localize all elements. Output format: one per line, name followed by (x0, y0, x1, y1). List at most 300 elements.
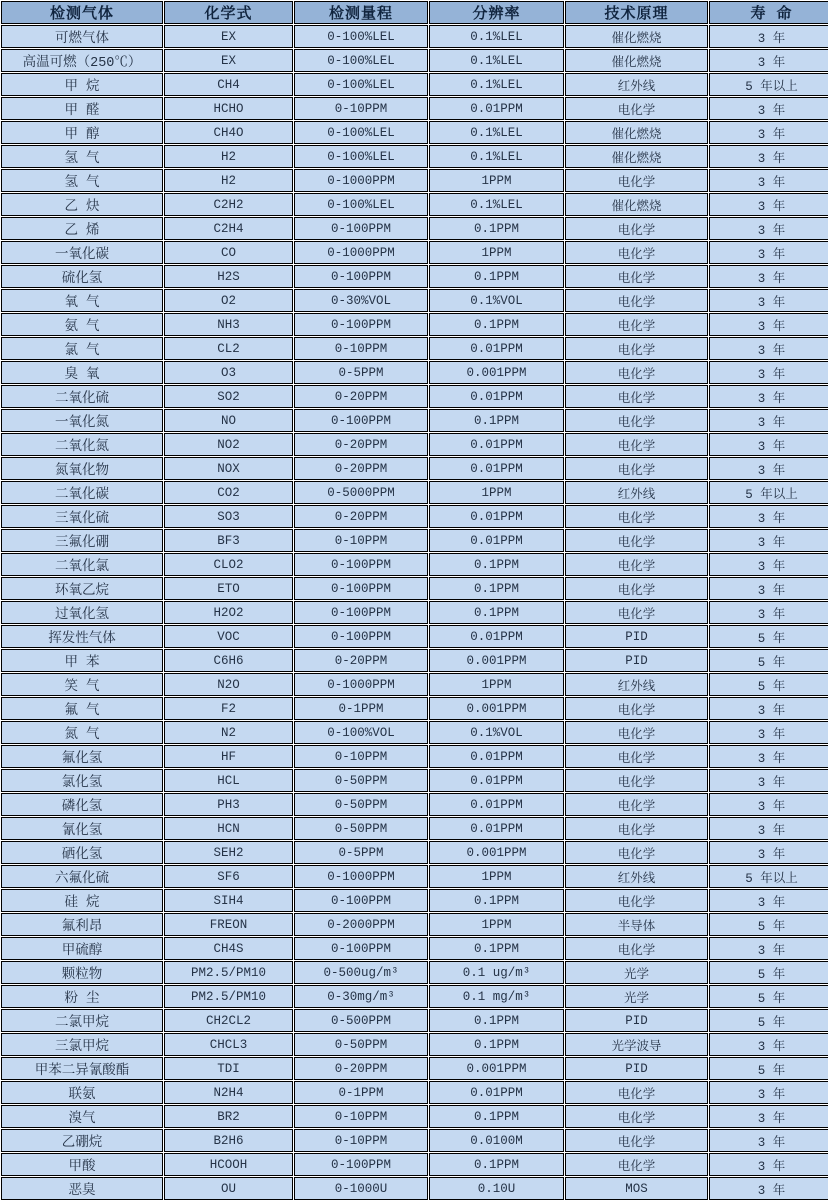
resolution-cell: 0.1%LEL (429, 121, 564, 144)
principle-cell: 光学波导 (565, 1033, 708, 1056)
range-cell: 0-100%LEL (294, 25, 428, 48)
table-row (1, 721, 828, 744)
gas-name-cell: 磷化氢 (1, 793, 163, 816)
range-cell: 0-2000PPM (294, 913, 428, 936)
table-row (1, 505, 828, 528)
gas-name-cell: 一氧化碳 (1, 241, 163, 264)
gas-name-cell: 氢 气 (1, 169, 163, 192)
table-row (1, 337, 828, 360)
formula-cell: HCHO (164, 97, 293, 120)
table-row (1, 649, 828, 672)
formula-cell: CH2CL2 (164, 1009, 293, 1032)
lifespan-cell: 3 年 (709, 889, 828, 912)
principle-cell: 催化燃烧 (565, 49, 708, 72)
gas-name-cell: 环氧乙烷 (1, 577, 163, 600)
resolution-cell: 0.1%VOL (429, 289, 564, 312)
principle-cell: 电化学 (565, 889, 708, 912)
table-row (1, 865, 828, 888)
range-cell: 0-1PPM (294, 1081, 428, 1104)
gas-name-cell: 三氧化硫 (1, 505, 163, 528)
table-row (1, 937, 828, 960)
resolution-cell: 0.01PPM (429, 1081, 564, 1104)
range-cell: 0-30mg/m³ (294, 985, 428, 1008)
formula-cell: H2S (164, 265, 293, 288)
principle-cell: 电化学 (565, 817, 708, 840)
formula-cell: N2O (164, 673, 293, 696)
gas-name-cell: 甲 苯 (1, 649, 163, 672)
table-row (1, 1081, 828, 1104)
principle-cell: 红外线 (565, 73, 708, 96)
range-cell: 0-20PPM (294, 457, 428, 480)
resolution-cell: 0.01PPM (429, 793, 564, 816)
principle-cell: PID (565, 1057, 708, 1080)
lifespan-cell: 3 年 (709, 433, 828, 456)
formula-cell: NH3 (164, 313, 293, 336)
principle-cell: 电化学 (565, 265, 708, 288)
lifespan-cell: 3 年 (709, 769, 828, 792)
lifespan-cell: 3 年 (709, 505, 828, 528)
table-row (1, 25, 828, 48)
formula-cell: NO2 (164, 433, 293, 456)
gas-name-cell: 颗粒物 (1, 961, 163, 984)
table-row (1, 1153, 828, 1176)
principle-cell: 电化学 (565, 409, 708, 432)
principle-cell: 电化学 (565, 289, 708, 312)
formula-cell: SEH2 (164, 841, 293, 864)
formula-cell: CLO2 (164, 553, 293, 576)
range-cell: 0-20PPM (294, 385, 428, 408)
principle-cell: 电化学 (565, 1129, 708, 1152)
table-row (1, 217, 828, 240)
principle-cell: 催化燃烧 (565, 121, 708, 144)
formula-cell: B2H6 (164, 1129, 293, 1152)
formula-cell: H2 (164, 169, 293, 192)
table-row (1, 961, 828, 984)
range-cell: 0-100PPM (294, 553, 428, 576)
gas-name-cell: 甲苯二异氰酸酯 (1, 1057, 163, 1080)
lifespan-cell: 5 年 (709, 625, 828, 648)
table-row (1, 841, 828, 864)
resolution-cell: 0.1PPM (429, 313, 564, 336)
table-row (1, 601, 828, 624)
table-row (1, 793, 828, 816)
lifespan-cell: 3 年 (709, 577, 828, 600)
gas-name-cell: 氯化氢 (1, 769, 163, 792)
formula-cell: HF (164, 745, 293, 768)
gas-name-cell: 溴气 (1, 1105, 163, 1128)
formula-cell: BF3 (164, 529, 293, 552)
formula-cell: PH3 (164, 793, 293, 816)
range-cell: 0-100%LEL (294, 121, 428, 144)
lifespan-cell: 3 年 (709, 793, 828, 816)
range-cell: 0-100PPM (294, 625, 428, 648)
principle-cell: 催化燃烧 (565, 25, 708, 48)
resolution-cell: 0.01PPM (429, 97, 564, 120)
range-cell: 0-500PPM (294, 1009, 428, 1032)
range-cell: 0-20PPM (294, 1057, 428, 1080)
lifespan-cell: 5 年 (709, 913, 828, 936)
range-cell: 0-20PPM (294, 649, 428, 672)
gas-name-cell: 氢 气 (1, 145, 163, 168)
lifespan-cell: 3 年 (709, 169, 828, 192)
gas-name-cell: 二氧化氮 (1, 433, 163, 456)
table-row (1, 385, 828, 408)
resolution-cell: 1PPM (429, 481, 564, 504)
principle-cell: 电化学 (565, 361, 708, 384)
principle-cell: 电化学 (565, 241, 708, 264)
table-row (1, 169, 828, 192)
range-cell: 0-50PPM (294, 817, 428, 840)
resolution-cell: 1PPM (429, 673, 564, 696)
table-row (1, 625, 828, 648)
range-cell: 0-10PPM (294, 97, 428, 120)
table-row (1, 817, 828, 840)
formula-cell: BR2 (164, 1105, 293, 1128)
lifespan-cell: 5 年 (709, 649, 828, 672)
resolution-cell: 0.01PPM (429, 433, 564, 456)
lifespan-cell: 3 年 (709, 457, 828, 480)
range-cell: 0-10PPM (294, 337, 428, 360)
gas-name-cell: 六氟化硫 (1, 865, 163, 888)
lifespan-cell: 3 年 (709, 1177, 828, 1200)
lifespan-cell: 3 年 (709, 289, 828, 312)
range-cell: 0-5PPM (294, 361, 428, 384)
lifespan-cell: 5 年以上 (709, 865, 828, 888)
formula-cell: HCL (164, 769, 293, 792)
resolution-cell: 0.1PPM (429, 1153, 564, 1176)
column-header-formula: 化学式 (164, 1, 293, 24)
principle-cell: PID (565, 625, 708, 648)
formula-cell: HCN (164, 817, 293, 840)
formula-cell: H2O2 (164, 601, 293, 624)
formula-cell: O3 (164, 361, 293, 384)
formula-cell: SO2 (164, 385, 293, 408)
range-cell: 0-100PPM (294, 937, 428, 960)
gas-name-cell: 二氯甲烷 (1, 1009, 163, 1032)
lifespan-cell: 3 年 (709, 601, 828, 624)
range-cell: 0-100%LEL (294, 145, 428, 168)
column-header-lifespan: 寿 命 (709, 1, 828, 24)
resolution-cell: 0.1PPM (429, 553, 564, 576)
formula-cell: CL2 (164, 337, 293, 360)
range-cell: 0-100PPM (294, 577, 428, 600)
range-cell: 0-5PPM (294, 841, 428, 864)
table-row (1, 409, 828, 432)
gas-name-cell: 硫化氢 (1, 265, 163, 288)
gas-name-cell: 氟 气 (1, 697, 163, 720)
gas-name-cell: 挥发性气体 (1, 625, 163, 648)
gas-name-cell: 笑 气 (1, 673, 163, 696)
formula-cell: ETO (164, 577, 293, 600)
range-cell: 0-100PPM (294, 313, 428, 336)
gas-name-cell: 甲酸 (1, 1153, 163, 1176)
formula-cell: VOC (164, 625, 293, 648)
column-header-range: 检测量程 (294, 1, 428, 24)
principle-cell: 催化燃烧 (565, 145, 708, 168)
principle-cell: 红外线 (565, 865, 708, 888)
principle-cell: 催化燃烧 (565, 193, 708, 216)
resolution-cell: 0.1PPM (429, 409, 564, 432)
range-cell: 0-10PPM (294, 745, 428, 768)
table-row (1, 193, 828, 216)
principle-cell: MOS (565, 1177, 708, 1200)
table-row (1, 241, 828, 264)
principle-cell: 电化学 (565, 793, 708, 816)
gas-name-cell: 三氟化硼 (1, 529, 163, 552)
lifespan-cell: 3 年 (709, 745, 828, 768)
table-row (1, 145, 828, 168)
gas-name-cell: 可燃气体 (1, 25, 163, 48)
lifespan-cell: 3 年 (709, 145, 828, 168)
formula-cell: C2H4 (164, 217, 293, 240)
lifespan-cell: 3 年 (709, 1153, 828, 1176)
formula-cell: NO (164, 409, 293, 432)
principle-cell: 电化学 (565, 433, 708, 456)
resolution-cell: 0.1%LEL (429, 49, 564, 72)
range-cell: 0-5000PPM (294, 481, 428, 504)
resolution-cell: 0.01PPM (429, 337, 564, 360)
table-row (1, 985, 828, 1008)
lifespan-cell: 5 年 (709, 1009, 828, 1032)
resolution-cell: 1PPM (429, 241, 564, 264)
gas-name-cell: 氟化氢 (1, 745, 163, 768)
principle-cell: 电化学 (565, 721, 708, 744)
range-cell: 0-1PPM (294, 697, 428, 720)
principle-cell: 光学 (565, 985, 708, 1008)
lifespan-cell: 3 年 (709, 217, 828, 240)
resolution-cell: 0.001PPM (429, 1057, 564, 1080)
formula-cell: N2 (164, 721, 293, 744)
principle-cell: 电化学 (565, 1153, 708, 1176)
range-cell: 0-100%LEL (294, 73, 428, 96)
formula-cell: C2H2 (164, 193, 293, 216)
table-row (1, 1033, 828, 1056)
gas-name-cell: 乙 炔 (1, 193, 163, 216)
lifespan-cell: 3 年 (709, 49, 828, 72)
principle-cell: PID (565, 649, 708, 672)
lifespan-cell: 3 年 (709, 841, 828, 864)
lifespan-cell: 3 年 (709, 1105, 828, 1128)
formula-cell: PM2.5/PM10 (164, 985, 293, 1008)
lifespan-cell: 3 年 (709, 265, 828, 288)
lifespan-cell: 3 年 (709, 361, 828, 384)
range-cell: 0-1000PPM (294, 673, 428, 696)
resolution-cell: 0.001PPM (429, 361, 564, 384)
range-cell: 0-100%LEL (294, 49, 428, 72)
range-cell: 0-10PPM (294, 1129, 428, 1152)
principle-cell: 电化学 (565, 745, 708, 768)
lifespan-cell: 3 年 (709, 937, 828, 960)
lifespan-cell: 3 年 (709, 385, 828, 408)
gas-name-cell: 三氯甲烷 (1, 1033, 163, 1056)
gas-name-cell: 氯 气 (1, 337, 163, 360)
column-header-principle: 技术原理 (565, 1, 708, 24)
gas-name-cell: 粉 尘 (1, 985, 163, 1008)
lifespan-cell: 3 年 (709, 553, 828, 576)
formula-cell: SIH4 (164, 889, 293, 912)
lifespan-cell: 5 年 (709, 673, 828, 696)
table-row (1, 697, 828, 720)
gas-name-cell: 氨 气 (1, 313, 163, 336)
principle-cell: 红外线 (565, 481, 708, 504)
resolution-cell: 0.01PPM (429, 769, 564, 792)
lifespan-cell: 3 年 (709, 529, 828, 552)
principle-cell: 电化学 (565, 385, 708, 408)
lifespan-cell: 3 年 (709, 1033, 828, 1056)
formula-cell: CH4S (164, 937, 293, 960)
range-cell: 0-100PPM (294, 889, 428, 912)
gas-name-cell: 二氧化碳 (1, 481, 163, 504)
gas-name-cell: 氧 气 (1, 289, 163, 312)
table-row (1, 121, 828, 144)
formula-cell: CO (164, 241, 293, 264)
formula-cell: PM2.5/PM10 (164, 961, 293, 984)
table-row (1, 265, 828, 288)
resolution-cell: 0.001PPM (429, 649, 564, 672)
resolution-cell: 0.01PPM (429, 529, 564, 552)
lifespan-cell: 3 年 (709, 1081, 828, 1104)
resolution-cell: 0.01PPM (429, 745, 564, 768)
resolution-cell: 0.01PPM (429, 385, 564, 408)
resolution-cell: 1PPM (429, 169, 564, 192)
lifespan-cell: 5 年 (709, 985, 828, 1008)
principle-cell: 电化学 (565, 169, 708, 192)
range-cell: 0-100PPM (294, 1153, 428, 1176)
range-cell: 0-50PPM (294, 1033, 428, 1056)
resolution-cell: 0.1PPM (429, 1009, 564, 1032)
table-row (1, 673, 828, 696)
principle-cell: 电化学 (565, 505, 708, 528)
gas-name-cell: 甲 烷 (1, 73, 163, 96)
range-cell: 0-20PPM (294, 505, 428, 528)
gas-name-cell: 甲 醛 (1, 97, 163, 120)
resolution-cell: 0.1%LEL (429, 145, 564, 168)
resolution-cell: 0.001PPM (429, 841, 564, 864)
resolution-cell: 0.10U (429, 1177, 564, 1200)
table-row (1, 1177, 828, 1200)
resolution-cell: 0.1PPM (429, 889, 564, 912)
formula-cell: CHCL3 (164, 1033, 293, 1056)
formula-cell: OU (164, 1177, 293, 1200)
resolution-cell: 0.001PPM (429, 697, 564, 720)
principle-cell: 电化学 (565, 697, 708, 720)
gas-name-cell: 氟利昂 (1, 913, 163, 936)
range-cell: 0-1000U (294, 1177, 428, 1200)
table-row (1, 769, 828, 792)
principle-cell: 电化学 (565, 553, 708, 576)
gas-name-cell: 乙 烯 (1, 217, 163, 240)
lifespan-cell: 3 年 (709, 121, 828, 144)
lifespan-cell: 3 年 (709, 409, 828, 432)
lifespan-cell: 3 年 (709, 337, 828, 360)
gas-name-cell: 二氧化硫 (1, 385, 163, 408)
range-cell: 0-50PPM (294, 769, 428, 792)
principle-cell: 电化学 (565, 97, 708, 120)
gas-name-cell: 氮 气 (1, 721, 163, 744)
table-body (1, 25, 828, 1200)
gas-name-cell: 硒化氢 (1, 841, 163, 864)
formula-cell: H2 (164, 145, 293, 168)
principle-cell: 电化学 (565, 313, 708, 336)
resolution-cell: 0.1 mg/m³ (429, 985, 564, 1008)
table-row (1, 361, 828, 384)
table-row (1, 97, 828, 120)
table-row (1, 577, 828, 600)
principle-cell: 红外线 (565, 673, 708, 696)
formula-cell: SO3 (164, 505, 293, 528)
gas-name-cell: 硅 烷 (1, 889, 163, 912)
principle-cell: 半导体 (565, 913, 708, 936)
column-header-gas: 检测气体 (1, 1, 163, 24)
formula-cell: EX (164, 25, 293, 48)
formula-cell: CO2 (164, 481, 293, 504)
formula-cell: F2 (164, 697, 293, 720)
resolution-cell: 0.0100M (429, 1129, 564, 1152)
resolution-cell: 0.1%VOL (429, 721, 564, 744)
gas-name-cell: 高温可燃（250℃） (1, 49, 163, 72)
gas-name-cell: 氰化氢 (1, 817, 163, 840)
range-cell: 0-100PPM (294, 217, 428, 240)
lifespan-cell: 3 年 (709, 25, 828, 48)
lifespan-cell: 3 年 (709, 697, 828, 720)
principle-cell: 光学 (565, 961, 708, 984)
principle-cell: 电化学 (565, 217, 708, 240)
table-row (1, 529, 828, 552)
lifespan-cell: 3 年 (709, 1129, 828, 1152)
gas-name-cell: 乙硼烷 (1, 1129, 163, 1152)
principle-cell: PID (565, 1009, 708, 1032)
table-row (1, 73, 828, 96)
lifespan-cell: 5 年以上 (709, 481, 828, 504)
table-row (1, 49, 828, 72)
table-row (1, 913, 828, 936)
resolution-cell: 0.1%LEL (429, 25, 564, 48)
formula-cell: TDI (164, 1057, 293, 1080)
table-row (1, 889, 828, 912)
principle-cell: 电化学 (565, 937, 708, 960)
lifespan-cell: 3 年 (709, 721, 828, 744)
table-row (1, 481, 828, 504)
range-cell: 0-30%VOL (294, 289, 428, 312)
table-row (1, 433, 828, 456)
principle-cell: 电化学 (565, 457, 708, 480)
gas-name-cell: 过氧化氢 (1, 601, 163, 624)
gas-name-cell: 臭 氧 (1, 361, 163, 384)
table-row (1, 289, 828, 312)
range-cell: 0-50PPM (294, 793, 428, 816)
principle-cell: 电化学 (565, 841, 708, 864)
resolution-cell: 0.1PPM (429, 937, 564, 960)
lifespan-cell: 5 年以上 (709, 73, 828, 96)
formula-cell: C6H6 (164, 649, 293, 672)
table-row (1, 553, 828, 576)
range-cell: 0-10PPM (294, 1105, 428, 1128)
formula-cell: FREON (164, 913, 293, 936)
lifespan-cell: 3 年 (709, 241, 828, 264)
range-cell: 0-500ug/m³ (294, 961, 428, 984)
resolution-cell: 0.1 ug/m³ (429, 961, 564, 984)
resolution-cell: 0.01PPM (429, 457, 564, 480)
formula-cell: EX (164, 49, 293, 72)
resolution-cell: 0.1PPM (429, 217, 564, 240)
range-cell: 0-1000PPM (294, 169, 428, 192)
formula-cell: HCOOH (164, 1153, 293, 1176)
range-cell: 0-100PPM (294, 409, 428, 432)
gas-name-cell: 联氨 (1, 1081, 163, 1104)
resolution-cell: 0.1PPM (429, 601, 564, 624)
range-cell: 0-1000PPM (294, 241, 428, 264)
resolution-cell: 1PPM (429, 865, 564, 888)
